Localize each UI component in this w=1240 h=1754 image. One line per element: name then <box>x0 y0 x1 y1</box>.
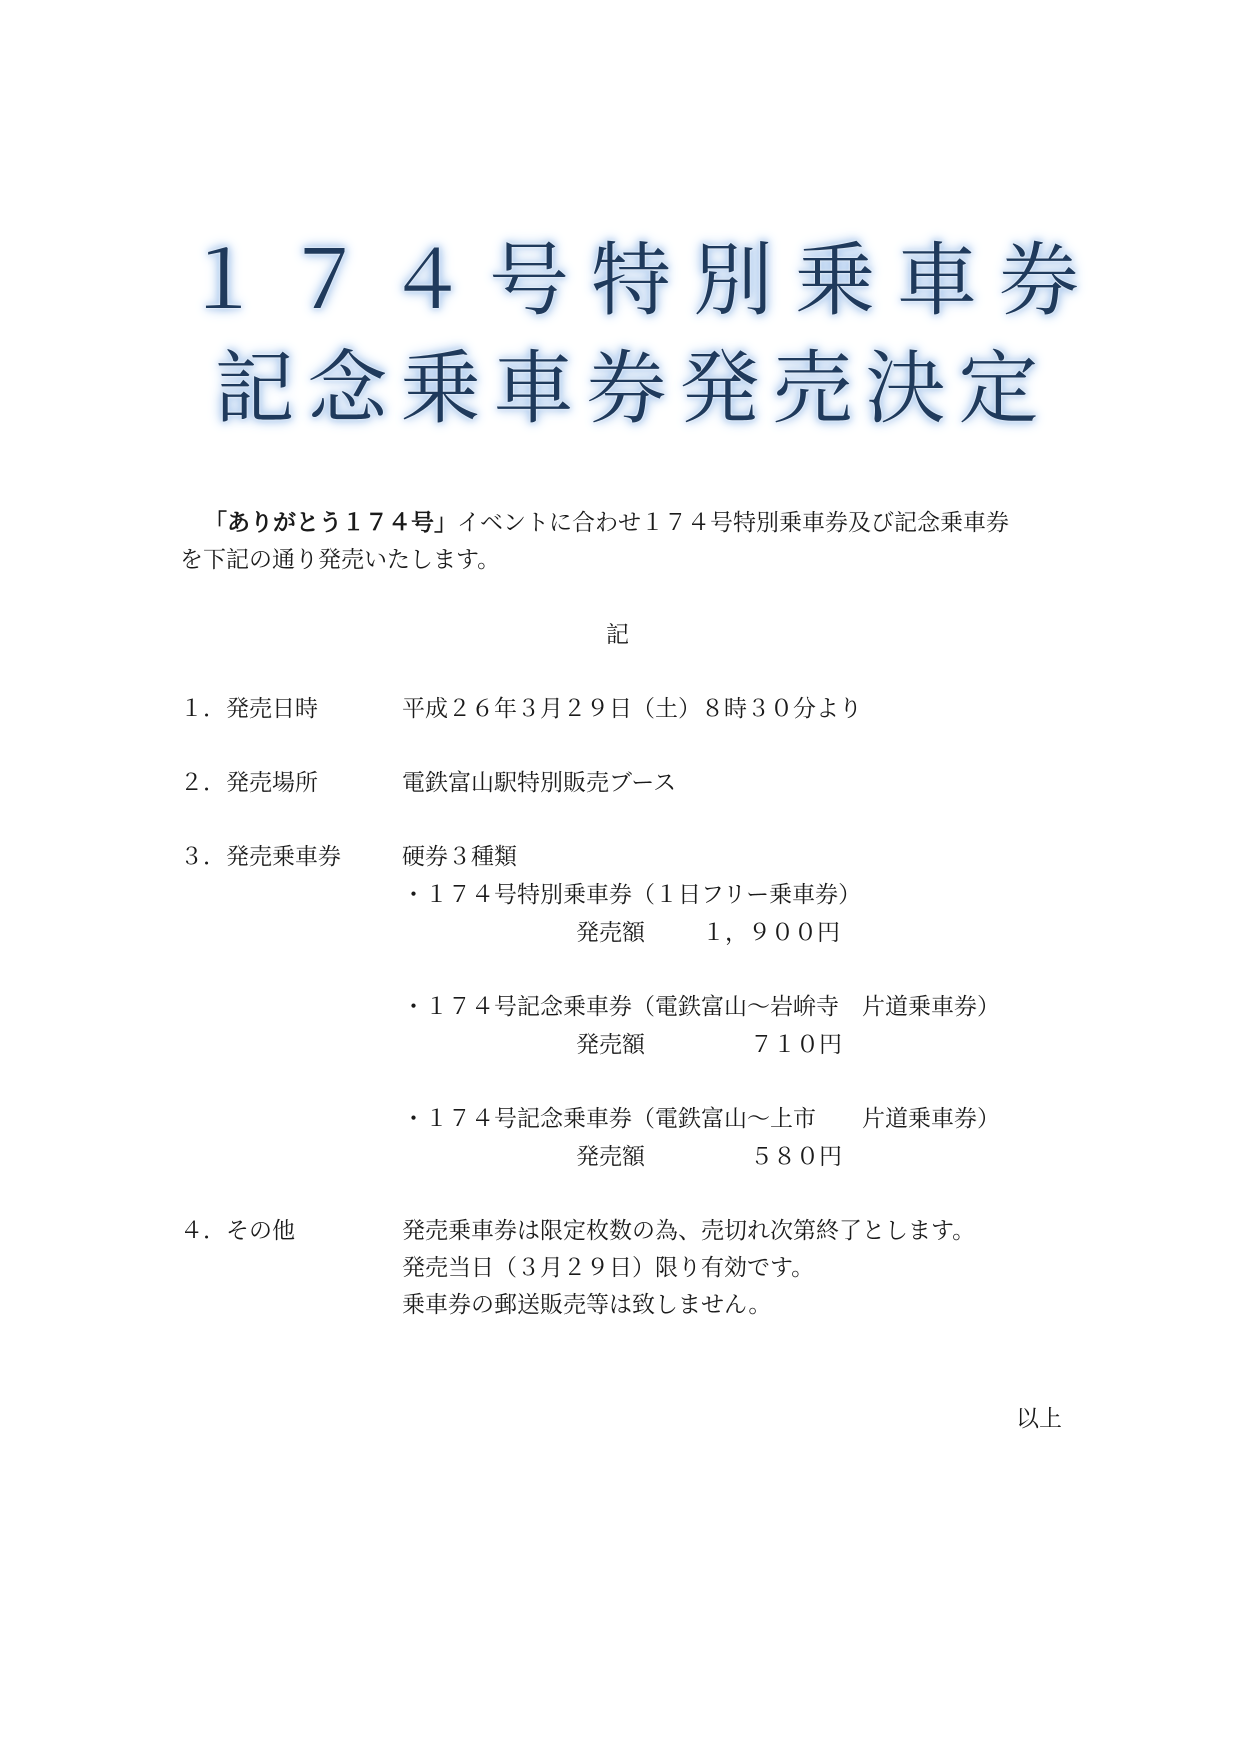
ticket-3-price-label: 発売額 <box>576 1144 645 1170</box>
ticket-1-price: １，９００円 <box>702 920 840 946</box>
title-line-1: １７４号特別乗車券 <box>183 234 1101 327</box>
ticket-3-name: ・１７４号記念乗車券（電鉄富山～上市 片道乗車券） <box>402 1106 1000 1132</box>
ticket-1-price-label: 発売額 <box>576 920 645 946</box>
item-4-line-2: 発売当日（３月２９日）限り有効です。 <box>402 1255 815 1281</box>
item-3-heading: 硬券３種類 <box>402 844 517 870</box>
event-name: 「ありがとう１７４号」 <box>204 510 457 536</box>
item-4-line-3: 乗車券の郵送販売等は致しません。 <box>402 1292 772 1318</box>
item-4-label: ４．その他 <box>180 1218 295 1244</box>
ticket-2-price: ７１０円 <box>750 1032 842 1058</box>
item-1-value: 平成２６年３月２９日（土）８時３０分より <box>402 696 862 722</box>
ticket-3-price: ５８０円 <box>750 1144 842 1170</box>
item-3-label: ３．発売乗車券 <box>180 844 341 870</box>
ki-heading: 記 <box>606 622 629 648</box>
closing-ijou: 以上 <box>1016 1406 1062 1432</box>
item-2-value: 電鉄富山駅特別販売ブース <box>402 770 677 796</box>
item-4-line-1: 発売乗車券は限定枚数の為、売切れ次第終了とします。 <box>402 1218 976 1244</box>
intro-line-1-rest: イベントに合わせ１７４号特別乗車券及び記念乗車券 <box>457 510 1009 536</box>
item-2-label: ２．発売場所 <box>180 770 318 796</box>
ticket-2-name: ・１７４号記念乗車券（電鉄富山～岩峅寺 片道乗車券） <box>402 994 1000 1020</box>
item-1-label: １．発売日時 <box>180 696 318 722</box>
intro-line-2: を下記の通り発売いたします。 <box>180 547 501 573</box>
title-line-2: 記念乗車券発売決定 <box>214 342 1052 435</box>
intro-line-1 <box>204 508 1009 538</box>
ticket-1-name: ・１７４号特別乗車券（１日フリー乗車券） <box>402 882 862 908</box>
ticket-2-price-label: 発売額 <box>576 1032 645 1058</box>
